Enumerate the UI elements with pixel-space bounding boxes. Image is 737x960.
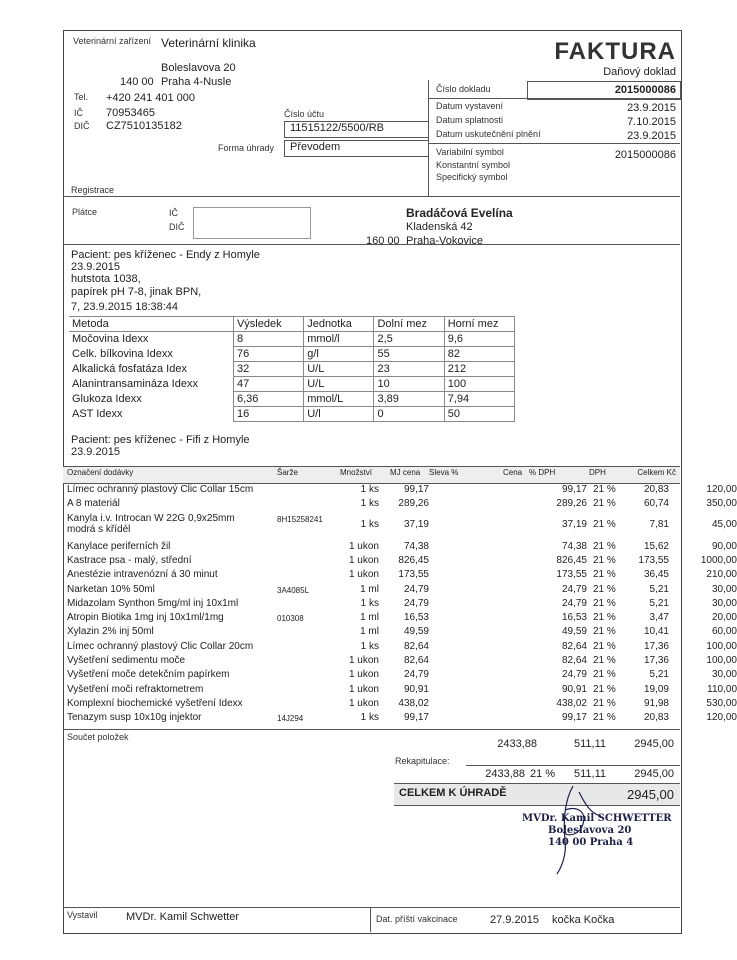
- lab-unit: g/l: [304, 347, 374, 362]
- account-field: [284, 121, 429, 138]
- lab-unit: mmol/l: [304, 332, 374, 347]
- item-price: 82,64: [561, 655, 587, 666]
- item-total: 30,00: [711, 669, 737, 681]
- item-unit-price: 173,55: [398, 569, 429, 581]
- lab-unit: mmol/L: [304, 392, 374, 407]
- invoice-subtitle: Daňový doklad: [603, 66, 676, 78]
- item-total: 20,00: [711, 612, 737, 624]
- dates-top-line: [428, 98, 680, 99]
- item-qty: 1 ks: [360, 518, 379, 530]
- supplier-tel: +420 241 401 000: [106, 92, 196, 104]
- taxable-value: 23.9.2015: [627, 130, 676, 142]
- lab-header-high: Horní mez: [444, 317, 514, 332]
- item-vat: 21 %: [593, 669, 616, 681]
- stamp-line2: Boleslavova 20: [548, 825, 632, 836]
- item-qty: 1 ukon: [348, 655, 379, 666]
- lab-low: 55: [374, 347, 444, 362]
- supplier-zip: 140 00: [120, 76, 154, 88]
- lab-high: 7,94: [444, 392, 514, 407]
- payer-city: Praha-Vokovice: [406, 235, 484, 247]
- var-symbol-value: 2015000086: [614, 149, 676, 161]
- item-unit-price: 82,64: [403, 640, 429, 652]
- items-header-name: Označení dodávky: [67, 468, 134, 477]
- item-total: 120,00: [706, 484, 737, 495]
- spec-symbol-label: Specifický symbol: [436, 172, 508, 182]
- item-price: 16,53: [561, 612, 587, 624]
- item-dph: 173,55: [638, 554, 669, 566]
- patient1-line5: 7, 23.9.2015 18:38:44: [71, 301, 179, 313]
- dic-label: DIČ: [74, 121, 90, 131]
- item-vat: 21 %: [593, 569, 616, 581]
- invoice-title: FAKTURA: [554, 38, 676, 65]
- lab-method: Močovina Idexx: [72, 333, 149, 346]
- total-due-value: 2945,00: [627, 787, 674, 802]
- item-qty: 1 ukon: [348, 669, 379, 681]
- sum-total: 2945,00: [634, 738, 674, 750]
- lab-result: 47: [233, 377, 303, 392]
- lab-low: 0: [374, 407, 444, 422]
- registration-label: Registrace: [71, 185, 115, 195]
- doc-no-label: Číslo dokladu: [436, 84, 491, 94]
- item-dph: 15,62: [643, 540, 669, 552]
- item-unit-price: 438,02: [398, 697, 429, 709]
- item-dph: 17,36: [643, 655, 669, 666]
- const-symbol-label: Konstantní symbol: [436, 160, 511, 170]
- item-total: 90,00: [711, 540, 737, 552]
- item-vat: 21 %: [593, 626, 616, 638]
- vacc-date: 27.9.2015: [490, 914, 539, 926]
- item-unit-price: 99,17: [403, 712, 429, 724]
- item-dph: 17,36: [643, 640, 669, 652]
- lab-high: 9,6: [444, 332, 514, 347]
- item-price: 826,45: [556, 554, 587, 566]
- items-header-dph: DPH: [589, 468, 606, 477]
- item-price: 24,79: [561, 669, 587, 681]
- item-qty: 1 ks: [360, 712, 379, 724]
- item-qty: 1 ml: [360, 612, 379, 624]
- item-unit-price: 37,19: [403, 518, 429, 530]
- item-total: 100,00: [706, 655, 737, 666]
- lab-result: 32: [233, 362, 303, 377]
- item-total: 120,00: [706, 712, 737, 724]
- lab-low: 3,89: [374, 392, 444, 407]
- item-vat: 21 %: [593, 683, 616, 695]
- dates-bottom-line: [428, 143, 680, 144]
- patient1-line4: papírek pH 7-8, jinak BPN,: [71, 286, 202, 298]
- item-name: Xylazin 2% inj 50ml: [67, 626, 154, 638]
- lab-row: [69, 377, 515, 392]
- vacc-note: kočka Kočka: [552, 914, 615, 926]
- item-name: Komplexní biochemické vyšetření Idexx: [67, 697, 243, 709]
- item-dph: 20,83: [643, 712, 669, 724]
- payment-label: Forma úhrady: [218, 143, 275, 153]
- patient2-line1: Pacient: pes kříženec - Fifi z Homyle: [71, 434, 250, 446]
- payer-zip: 160 00: [366, 235, 400, 247]
- item-dph: 5,21: [649, 669, 669, 681]
- sum-price: 2433,88: [497, 738, 537, 750]
- recap-label: Rekapitulace:: [395, 756, 450, 766]
- items-header-vat: % DPH: [529, 468, 556, 477]
- item-price: 49,59: [561, 626, 587, 638]
- item-dph: 36,45: [643, 569, 669, 581]
- item-lot: 14J294: [277, 714, 304, 724]
- item-qty: 1 ks: [360, 498, 379, 510]
- item-lot: 3A4085L: [277, 585, 310, 595]
- lab-unit: U/l: [304, 407, 374, 422]
- issued-value: 23.9.2015: [627, 102, 676, 114]
- supplier-ic: 70953465: [106, 107, 155, 119]
- item-dph: 20,83: [643, 484, 669, 495]
- payer-street: Kladenská 42: [406, 221, 473, 233]
- lab-result: 6,36: [233, 392, 303, 407]
- supplier-dic: CZ7510135182: [106, 120, 182, 132]
- due-label: Datum splatnosti: [436, 115, 504, 125]
- item-vat: 21 %: [593, 712, 616, 724]
- item-total: 60,00: [711, 626, 737, 638]
- recap-top-line: [466, 765, 680, 766]
- item-qty: 1 ks: [360, 597, 379, 609]
- item-vat: 21 %: [593, 597, 616, 609]
- item-qty: 1 ml: [360, 583, 379, 595]
- lab-low: 23: [374, 362, 444, 377]
- item-dph: 5,21: [649, 597, 669, 609]
- vacc-label: Dat. příští vakcinace: [376, 914, 458, 924]
- lab-header-low: Dolní mez: [374, 317, 444, 332]
- sum-label: Součet položek: [67, 732, 129, 742]
- item-dph: 10,41: [643, 626, 669, 638]
- item-unit-price: 289,26: [398, 498, 429, 510]
- item-total: 350,00: [706, 498, 737, 510]
- lab-low: 2,5: [374, 332, 444, 347]
- item-vat: 21 %: [593, 540, 616, 552]
- item-vat: 21 %: [593, 612, 616, 624]
- lab-header-method: Metoda: [69, 317, 233, 332]
- item-unit-price: 826,45: [398, 554, 429, 566]
- item-qty: 1 ukon: [348, 697, 379, 709]
- payer-dic-label: DIČ: [169, 222, 185, 232]
- recap-dph: 511,11: [573, 768, 606, 780]
- item-qty: 1 ks: [360, 640, 379, 652]
- item-price: 37,19: [561, 518, 587, 530]
- recap-price: 2433,88: [485, 768, 525, 780]
- recap-total: 2945,00: [634, 768, 674, 780]
- payer-id-field: [193, 207, 311, 239]
- lab-method: Glukoza Idexx: [72, 393, 142, 405]
- item-unit-price: 99,17: [403, 484, 429, 495]
- item-name: Vyšetření sedimentu moče: [67, 655, 186, 666]
- supplier-name: Veterinární klinika: [161, 36, 256, 50]
- item-vat: 21 %: [593, 518, 616, 530]
- item-vat: 21 %: [593, 583, 616, 595]
- item-name: Anestézie intravenózní á 30 minut: [67, 569, 218, 581]
- item-name-continued: modrá s křídél: [67, 523, 131, 535]
- item-name: Tenazym susp 10x10g injektor: [67, 712, 202, 724]
- item-total: 100,00: [706, 640, 737, 652]
- recap-vat: 21 %: [530, 768, 556, 780]
- item-qty: 1 ukon: [348, 569, 379, 581]
- item-price: 289,26: [556, 498, 587, 510]
- lab-unit: U/L: [304, 377, 374, 392]
- lab-header-unit: Jednotka: [304, 317, 374, 332]
- item-qty: 1 ukon: [348, 540, 379, 552]
- item-unit-price: 24,79: [403, 597, 429, 609]
- payer-ic-label: IČ: [169, 208, 178, 218]
- item-dph: 5,21: [649, 583, 669, 595]
- item-price: 24,79: [561, 583, 587, 595]
- lab-result: 8: [233, 332, 303, 347]
- lab-unit: U/L: [304, 362, 374, 377]
- item-qty: 1 ukon: [348, 683, 379, 695]
- item-name: Midazolam Synthon 5mg/ml inj 10x1ml: [67, 597, 239, 609]
- lab-result: 16: [233, 407, 303, 422]
- lab-high: 50: [444, 407, 514, 422]
- ic-label: IČ: [74, 108, 83, 118]
- items-header-qty: Množství: [340, 468, 373, 477]
- signature: [535, 780, 615, 880]
- lab-method: Celk. bílkovina Idexx: [72, 348, 173, 360]
- footer-divider: [370, 907, 371, 932]
- items-header-discount: Sleva %: [429, 468, 459, 477]
- item-price: 24,79: [561, 597, 587, 609]
- issued-label: Datum vystavení: [436, 101, 504, 111]
- sum-dph: 511,11: [573, 738, 606, 750]
- item-name: Kastrace psa - malý, střední: [67, 554, 192, 566]
- lab-header-row: [69, 317, 515, 332]
- lab-high: 212: [444, 362, 514, 377]
- item-vat: 21 %: [593, 655, 616, 666]
- lab-row: [69, 407, 515, 422]
- item-total: 210,00: [706, 569, 737, 581]
- patient1-line3: hutstota 1038,: [71, 273, 141, 285]
- lab-results-table: [69, 316, 515, 422]
- item-vat: 21 %: [593, 498, 616, 510]
- supplier-label: Veterinární zařízení: [73, 36, 152, 46]
- item-unit-price: 82,64: [403, 655, 429, 666]
- item-total: 45,00: [711, 518, 737, 530]
- item-qty: 1 ukon: [348, 554, 379, 566]
- item-price: 99,17: [561, 484, 587, 495]
- taxable-label: Datum uskutečnění plnění: [436, 129, 541, 139]
- lab-row: [69, 362, 515, 377]
- item-dph: 60,74: [643, 498, 669, 510]
- payment-value: Převodem: [290, 141, 341, 153]
- stamp-line3: 140 00 Praha 4: [548, 837, 634, 848]
- item-vat: 21 %: [593, 640, 616, 652]
- item-price: 173,55: [556, 569, 587, 581]
- item-total: 1000,00: [700, 554, 737, 566]
- item-vat: 21 %: [593, 484, 616, 495]
- stamp-line1: MVDr. Kamil SCHWETTER: [522, 813, 672, 824]
- item-name: Vyšetření moče detekčním papírkem: [67, 669, 230, 681]
- item-price: 82,64: [561, 640, 587, 652]
- lab-method: Alkalická fosfatáza Idex: [72, 363, 187, 375]
- footer-top-line: [63, 907, 680, 908]
- payer-bottom-line: [63, 244, 680, 245]
- item-unit-price: 16,53: [403, 612, 429, 624]
- lab-method: Alanintransamináza Idexx: [72, 378, 198, 390]
- item-unit-price: 24,79: [403, 583, 429, 595]
- item-name: Límec ochranný plastový Clic Collar 20cm: [67, 640, 254, 652]
- patient1-line1: Pacient: pes kříženec - Endy z Homyle: [71, 249, 260, 261]
- item-total: 530,00: [706, 697, 737, 709]
- issuer-label: Vystavil: [67, 910, 98, 920]
- item-dph: 19,09: [643, 683, 669, 695]
- item-total: 30,00: [711, 597, 737, 609]
- item-vat: 21 %: [593, 554, 616, 566]
- payment-field: [284, 140, 429, 157]
- lab-row: [69, 347, 515, 362]
- item-name: Narketan 10% 50ml: [67, 583, 155, 595]
- item-total: 110,00: [707, 683, 737, 695]
- var-symbol-label: Variabilní symbol: [436, 147, 504, 157]
- item-qty: 1 ml: [360, 626, 379, 638]
- item-dph: 91,98: [643, 697, 669, 709]
- item-lot: 010308: [277, 614, 304, 624]
- supplier-city: Praha 4-Nusle: [161, 76, 232, 88]
- item-name: Atropin Biotika 1mg inj 10x1ml/1mg: [67, 612, 224, 624]
- item-vat: 21 %: [593, 697, 616, 709]
- tel-label: Tel.: [74, 92, 89, 102]
- lab-result: 76: [233, 347, 303, 362]
- lab-high: 100: [444, 377, 514, 392]
- item-price: 90,91: [561, 683, 587, 695]
- item-price: 438,02: [556, 697, 587, 709]
- item-total: 30,00: [711, 583, 737, 595]
- due-value: 7.10.2015: [627, 116, 676, 128]
- doc-no-value: 2015000086: [614, 84, 676, 96]
- item-name: A 8 materiál: [67, 498, 120, 510]
- item-name: Kanylace periferních žil: [67, 540, 171, 552]
- lab-header-result: Výsledek: [233, 317, 303, 332]
- issuer-name: MVDr. Kamil Schwetter: [126, 911, 240, 923]
- patient2-line2: 23.9.2015: [71, 446, 120, 458]
- item-name: Límec ochranný plastový Clic Collar 15cm: [67, 484, 254, 495]
- item-price: 99,17: [561, 712, 587, 724]
- item-dph: 3,47: [649, 612, 669, 624]
- items-header: [63, 468, 680, 482]
- item-qty: 1 ks: [360, 484, 379, 495]
- item-name: Kanyla i.v. Introcan W 22G 0,9x25mm: [67, 512, 235, 524]
- lab-method: AST Idexx: [72, 408, 123, 420]
- items-header-unit: MJ cena: [390, 468, 421, 477]
- payer-name: Bradáčová Evelína: [406, 206, 513, 220]
- patient1-line2: 23.9.2015: [71, 261, 120, 273]
- lab-row: [69, 332, 515, 347]
- account-label: Číslo účtu: [284, 109, 325, 119]
- item-price: 74,38: [561, 540, 587, 552]
- item-unit-price: 90,91: [403, 683, 429, 695]
- item-unit-price: 74,38: [403, 540, 429, 552]
- items-header-total: Celkem Kč: [637, 468, 676, 477]
- total-due-label: CELKEM K ÚHRADĚ: [399, 787, 507, 799]
- items-header-price: Cena: [503, 468, 523, 477]
- lab-row: [69, 392, 515, 407]
- item-name: Vyšetření moči refraktometrem: [67, 683, 204, 695]
- items-header-lot: Šarže: [277, 468, 298, 477]
- lab-low: 10: [374, 377, 444, 392]
- supplier-street: Boleslavova 20: [161, 62, 236, 74]
- item-unit-price: 24,79: [403, 669, 429, 681]
- payer-label: Plátce: [72, 207, 98, 217]
- supplier-bottom-line: [63, 196, 680, 197]
- lab-high: 82: [444, 347, 514, 362]
- account-value: 11515122/5500/RB: [290, 122, 384, 134]
- items-bottom-line: [63, 729, 680, 730]
- item-unit-price: 49,59: [403, 626, 429, 638]
- item-dph: 7,81: [649, 518, 669, 530]
- item-lot: 8H15258241: [277, 514, 323, 524]
